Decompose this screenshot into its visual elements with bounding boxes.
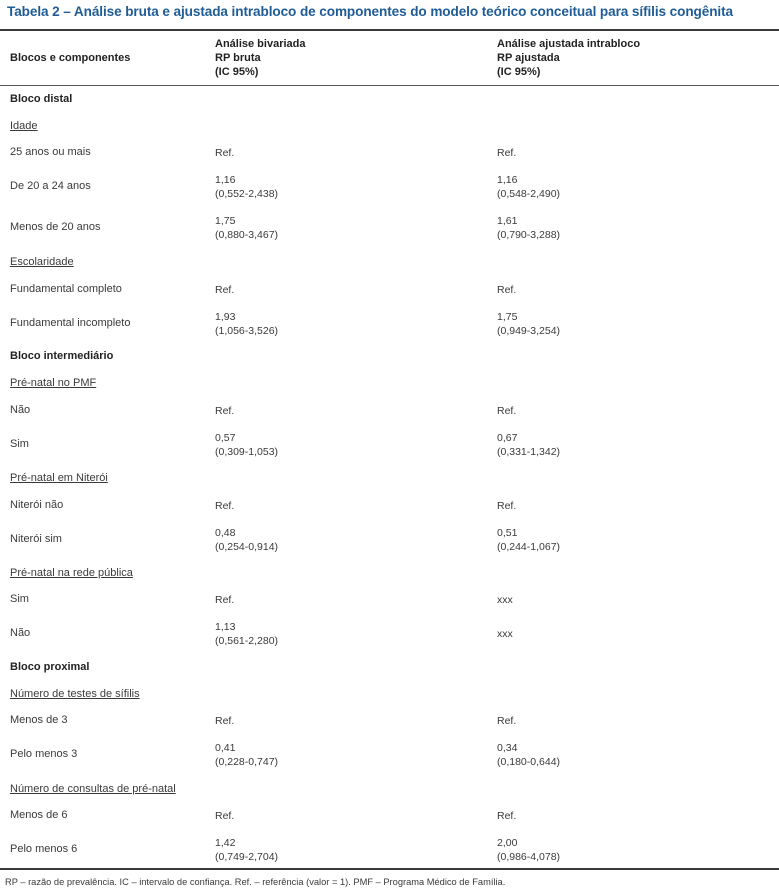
adjusted-rp-value: Ref. (497, 810, 517, 822)
adjusted-value-cell (497, 714, 516, 728)
header-bottom-rule (0, 85, 779, 86)
adjusted-rp-value: 0,67 (497, 432, 518, 444)
table-title: Tabela 2 – Análise bruta e ajustada intrabloco de componentes do modelo teórico conceitual para sífilis congênita (7, 4, 733, 19)
crude-value-cell (215, 714, 234, 728)
crude-value-cell (215, 173, 278, 201)
row-label: Não (10, 627, 31, 639)
row-label: De 20 a 24 anos (10, 180, 91, 192)
crude-rp-value: Ref. (215, 284, 235, 296)
adjusted-rp-value: Ref. (497, 715, 517, 727)
crude-rp-value: 0,41 (215, 742, 236, 754)
crude-value-cell (215, 593, 234, 607)
adjusted-value-cell (497, 431, 560, 459)
row-label: Não (10, 404, 31, 416)
crude-ci-value: (1,056-3,526) (215, 325, 279, 337)
crude-ci-value: (0,880-3,467) (215, 229, 279, 241)
crude-value-cell (215, 310, 278, 338)
crude-value-cell (215, 620, 278, 648)
adjusted-rp-value: 0,51 (497, 527, 518, 539)
adjusted-rp-value: 1,75 (497, 311, 518, 323)
header-col-adjusted-line1: Análise ajustada intrabloco (497, 38, 641, 50)
adjusted-value-cell (497, 214, 560, 242)
row-label: Pelo menos 6 (10, 843, 78, 855)
crude-value-cell (215, 431, 278, 459)
adjusted-rp-value: 2,00 (497, 837, 518, 849)
adjusted-value-cell (497, 173, 560, 201)
row-label: Menos de 6 (10, 809, 68, 821)
group-label: Pré-natal na rede pública (10, 567, 133, 579)
adjusted-value-cell (497, 836, 560, 864)
group-label: Número de consultas de pré-natal (10, 783, 176, 795)
crude-ci-value: (0,749-2,704) (215, 851, 279, 863)
group-label: Pré-natal no PMF (10, 377, 97, 389)
adjusted-value-cell (497, 741, 560, 769)
header-col-adjusted-line2: RP ajustada (497, 52, 560, 64)
crude-value-cell (215, 499, 234, 513)
crude-rp-value: 1,42 (215, 837, 236, 849)
crude-ci-value: (0,228-0,747) (215, 756, 279, 768)
adjusted-rp-value: Ref. (497, 147, 517, 159)
crude-value-cell (215, 283, 234, 297)
adjusted-ci-value: (0,244-1,067) (497, 541, 561, 553)
row-label: Sim (10, 438, 29, 450)
adjusted-rp-value: 0,34 (497, 742, 518, 754)
crude-rp-value: 1,13 (215, 621, 236, 633)
group-label: Escolaridade (10, 256, 74, 268)
adjusted-value-cell (497, 499, 516, 513)
header-col-adjusted (497, 37, 640, 79)
row-label: Niterói não (10, 499, 64, 511)
adjusted-rp-value: Ref. (497, 284, 517, 296)
block-label: Bloco intermediário (10, 350, 114, 362)
crude-rp-value: Ref. (215, 594, 235, 606)
group-label: Número de testes de sífilis (10, 688, 140, 700)
table-top-rule (0, 29, 779, 31)
crude-value-cell (215, 146, 234, 160)
header-col-crude (215, 37, 306, 79)
adjusted-value-cell (497, 283, 516, 297)
crude-value-cell (215, 404, 234, 418)
header-col-crude-line2: RP bruta (215, 52, 261, 64)
crude-value-cell (215, 836, 278, 864)
adjusted-ci-value: (0,949-3,254) (497, 325, 561, 337)
crude-ci-value: (0,309-1,053) (215, 446, 279, 458)
crude-value-cell (215, 741, 278, 769)
block-label: Bloco distal (10, 93, 73, 105)
adjusted-rp-value: Ref. (497, 405, 517, 417)
header-col-crude-line3: (IC 95%) (215, 66, 259, 78)
crude-rp-value: 0,48 (215, 527, 236, 539)
group-label: Pré-natal em Niterói (10, 472, 108, 484)
crude-value-cell (215, 214, 278, 242)
adjusted-value-cell (497, 809, 516, 823)
crude-rp-value: 1,93 (215, 311, 236, 323)
crude-rp-value: Ref. (215, 405, 235, 417)
crude-rp-value: Ref. (215, 715, 235, 727)
row-label: Fundamental incompleto (10, 317, 131, 329)
crude-rp-value: 0,57 (215, 432, 236, 444)
adjusted-rp-value: xxx (497, 628, 513, 640)
adjusted-value-cell (497, 627, 513, 641)
adjusted-value-cell (497, 404, 516, 418)
table-footnote: RP – razão de prevalência. IC – intervalo de confiança. Ref. – referência (valor = 1). PMF – Programa Médico de Família. (5, 877, 506, 887)
crude-rp-value: Ref. (215, 500, 235, 512)
crude-value-cell (215, 526, 278, 554)
header-col-adjusted-line3: (IC 95%) (497, 66, 541, 78)
adjusted-ci-value: (0,790-3,288) (497, 229, 561, 241)
row-label: Sim (10, 593, 29, 605)
header-col-components: Blocos e componentes (10, 52, 131, 64)
row-label: 25 anos ou mais (10, 146, 91, 158)
row-label: Menos de 3 (10, 714, 68, 726)
row-label: Menos de 20 anos (10, 221, 101, 233)
adjusted-rp-value: xxx (497, 594, 513, 606)
crude-rp-value: Ref. (215, 810, 235, 822)
adjusted-ci-value: (0,180-0,644) (497, 756, 561, 768)
adjusted-ci-value: (0,548-2,490) (497, 188, 561, 200)
crude-rp-value: 1,16 (215, 174, 236, 186)
adjusted-value-cell (497, 526, 560, 554)
adjusted-rp-value: 1,61 (497, 215, 518, 227)
adjusted-ci-value: (0,986-4,078) (497, 851, 561, 863)
crude-value-cell (215, 809, 234, 823)
row-label: Pelo menos 3 (10, 748, 78, 760)
adjusted-rp-value: Ref. (497, 500, 517, 512)
crude-rp-value: Ref. (215, 147, 235, 159)
header-col-crude-line1: Análise bivariada (215, 38, 306, 50)
adjusted-value-cell (497, 146, 516, 160)
row-label: Niterói sim (10, 533, 62, 545)
block-label: Bloco proximal (10, 661, 90, 673)
adjusted-rp-value: 1,16 (497, 174, 518, 186)
crude-ci-value: (0,561-2,280) (215, 635, 279, 647)
group-label: Idade (10, 120, 38, 132)
crude-ci-value: (0,254-0,914) (215, 541, 279, 553)
adjusted-value-cell (497, 593, 513, 607)
row-label: Fundamental completo (10, 283, 122, 295)
adjusted-value-cell (497, 310, 560, 338)
adjusted-ci-value: (0,331-1,342) (497, 446, 561, 458)
table-bottom-rule (0, 868, 779, 870)
crude-ci-value: (0,552-2,438) (215, 188, 279, 200)
crude-rp-value: 1,75 (215, 215, 236, 227)
